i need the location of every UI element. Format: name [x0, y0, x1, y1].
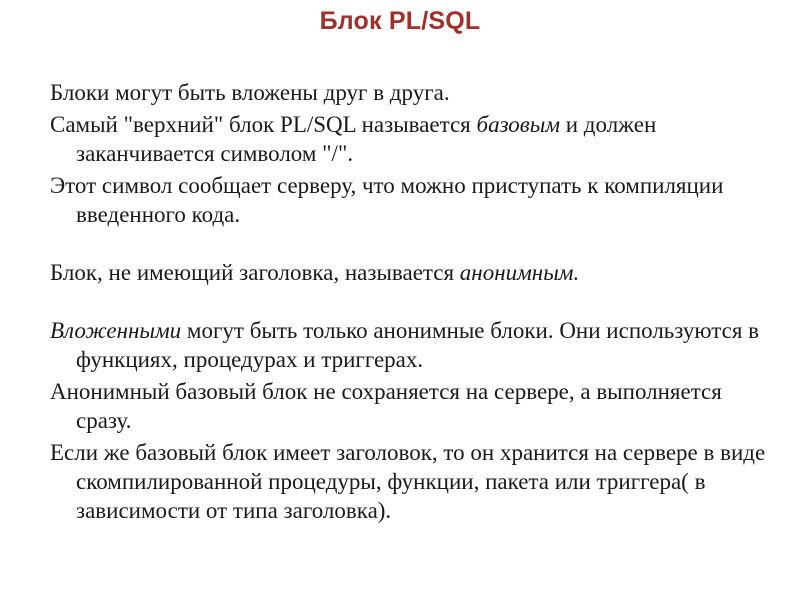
paragraph-nested-blocks: [50, 78, 770, 107]
paragraph-text-after: и должен заканчивается символом "/".: [76, 112, 657, 166]
paragraph-text: Анонимный базовый блок не сохраняется на сервере, а выполняется сразу.: [50, 379, 722, 433]
paragraph-text-before: Самый "верхний" блок PL/SQL называется: [50, 112, 477, 137]
paragraph-text-after: могут быть только анонимные блоки. Они используются в функциях, процедурах и триггерах.: [76, 318, 760, 372]
paragraph-text: Блоки могут быть вложены друг в друга.: [50, 80, 450, 105]
emphasis-term-nested: Вложенными: [50, 318, 182, 343]
paragraph-text: Если же базовый блок имеет заголовок, то он хранится на сервере в виде скомпилированной процедуры, функции, пакета или триггера( в зависимости от типа заголовка).: [50, 440, 766, 523]
paragraph-nested-only-anonymous: [50, 316, 770, 374]
slide-title: Блок PL/SQL: [319, 7, 481, 35]
paragraph-text-before: Блок, не имеющий заголовка, называется: [50, 260, 460, 285]
emphasis-term-base: базовым: [476, 112, 560, 137]
paragraph-text: Этот символ сообщает серверу, что можно приступать к компиляции введенного кода.: [50, 173, 724, 227]
paragraph-symbol-meaning: [50, 171, 770, 229]
paragraph-anonymous-block: [50, 258, 770, 287]
paragraph-anonymous-not-stored: [50, 377, 770, 435]
emphasis-term-anonymous: анонимным.: [459, 260, 580, 285]
paragraph-base-block: [50, 110, 770, 168]
slide-body: [50, 78, 770, 528]
paragraph-header-stored: [50, 438, 770, 525]
